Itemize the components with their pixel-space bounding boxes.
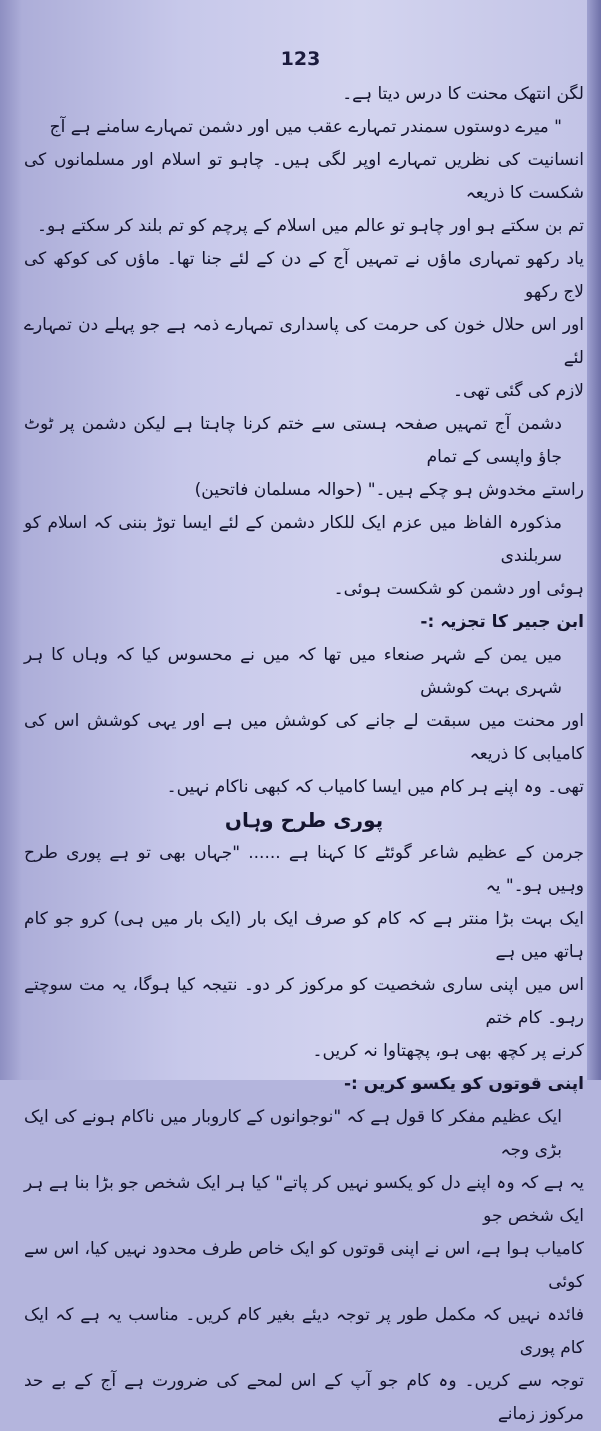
text-line: ایک عظیم مفکر کا قول ہے کہ "نوجوانوں کے کاروبار میں ناکام ہونے کی ایک بڑی وجہ [24, 1107, 562, 1160]
text-line: لازم کی گئی تھی۔ [453, 381, 584, 401]
section-heading: ابن جبیر کا تجزیہ :- [420, 612, 584, 632]
text-line: توجہ سے کریں۔ وہ کام جو آپ کے اس لمحے کی ضرورت ہے آج کے بے حد مرکوز زمانے [24, 1371, 584, 1424]
book-binding [587, 0, 601, 1080]
text-line: فائدہ نہیں کہ مکمل طور پر توجہ دیئے بغیر کام کریں۔ مناسب یہ ہے کہ ایک کام پوری [24, 1305, 584, 1358]
text-line: اس میں اپنی ساری شخصیت کو مرکوز کر دو۔ نتیجہ کیا ہوگا، یہ مت سوچتے رہو۔ کام ختم [24, 975, 584, 1028]
text-line: یہ ہے کہ وہ اپنے دل کو یکسو نہیں کر پاتے" کیا ہر ایک شخص جو بڑا بنا ہے ہر ایک شخص جو [24, 1173, 584, 1226]
text-line: لگن انتھک محنت کا درس دیتا ہے۔ [342, 84, 584, 104]
text-line: " میرے دوستوں سمندر تمہارے عقب میں اور دشمن تمہارے سامنے ہے آج [49, 117, 562, 137]
page-shadow [0, 0, 22, 1080]
text-line: تھی۔ وہ اپنے ہر کام میں ایسا کامیاب کہ کبھی ناکام نہیں۔ [166, 777, 584, 797]
page-text [24, 78, 584, 1431]
text-line: کرنے پر کچھ بھی ہو، پچھتاوا نہ کریں۔ [312, 1041, 584, 1061]
text-line: اور محنت میں سبقت لے جانے کی کوشش میں ہے اور یہی کوشش اس کی کامیابی کا ذریعہ [24, 711, 584, 764]
text-line: مذکورہ الفاظ میں عزم ایک للکار دشمن کے لئے ایسا توڑ بننی کہ اسلام کو سربلندی [24, 513, 562, 566]
section-heading: اپنی قوتوں کو یکسو کریں :- [343, 1074, 584, 1094]
text-line: راستے مخدوش ہو چکے ہیں۔" (حوالہ مسلمان فاتحین) [194, 480, 584, 500]
text-line: ہوئی اور دشمن کو شکست ہوئی۔ [333, 579, 584, 599]
text-line: کامیاب ہوا ہے، اس نے اپنی قوتوں کو ایک خاص طرف محدود نہیں کیا، اس سے کوئی [24, 1239, 584, 1292]
text-line: ایک بہت بڑا منتر ہے کہ کام کو صرف ایک بار (ایک بار میں ہی) کرو جو کام ہاتھ میں ہے [24, 909, 584, 962]
text-line: انسانیت کی نظریں تمہارے اوپر لگی ہیں۔ چاہو تو اسلام اور مسلمانوں کی شکست کا ذریعہ [24, 150, 584, 203]
page-number: 123 [280, 48, 321, 70]
text-line: اور اس حلال خون کی حرمت کی پاسداری تمہارے ذمہ ہے جو پہلے دن تمہارے لئے [24, 315, 584, 368]
text-line: یاد رکھو تمہاری ماؤں نے تمہیں آج کے دن کے لئے جنا تھا۔ ماؤں کی کوکھ کی لاج رکھو [24, 249, 584, 302]
text-line: تم بن سکتے ہو اور چاہو تو عالم میں اسلام کے پرچم کو تم بلند کر سکتے ہو۔ [37, 216, 584, 236]
section-title: پوری طرح وہاں [224, 808, 384, 832]
text-line: دشمن آج تمہیں صفحہ ہستی سے ختم کرنا چاہتا ہے لیکن دشمن پر ٹوٹ جاؤ واپسی کے تمام [24, 414, 562, 467]
text-line: جرمن کے عظیم شاعر گوئٹے کا کہنا ہے ...... "جہاں بھی تو ہے پوری طرح وہیں ہو۔" یہ [24, 843, 584, 896]
text-line: میں یمن کے شہر صنعاء میں تھا کہ میں نے محسوس کیا کہ وہاں کا ہر شہری بہت کوشش [24, 645, 562, 698]
